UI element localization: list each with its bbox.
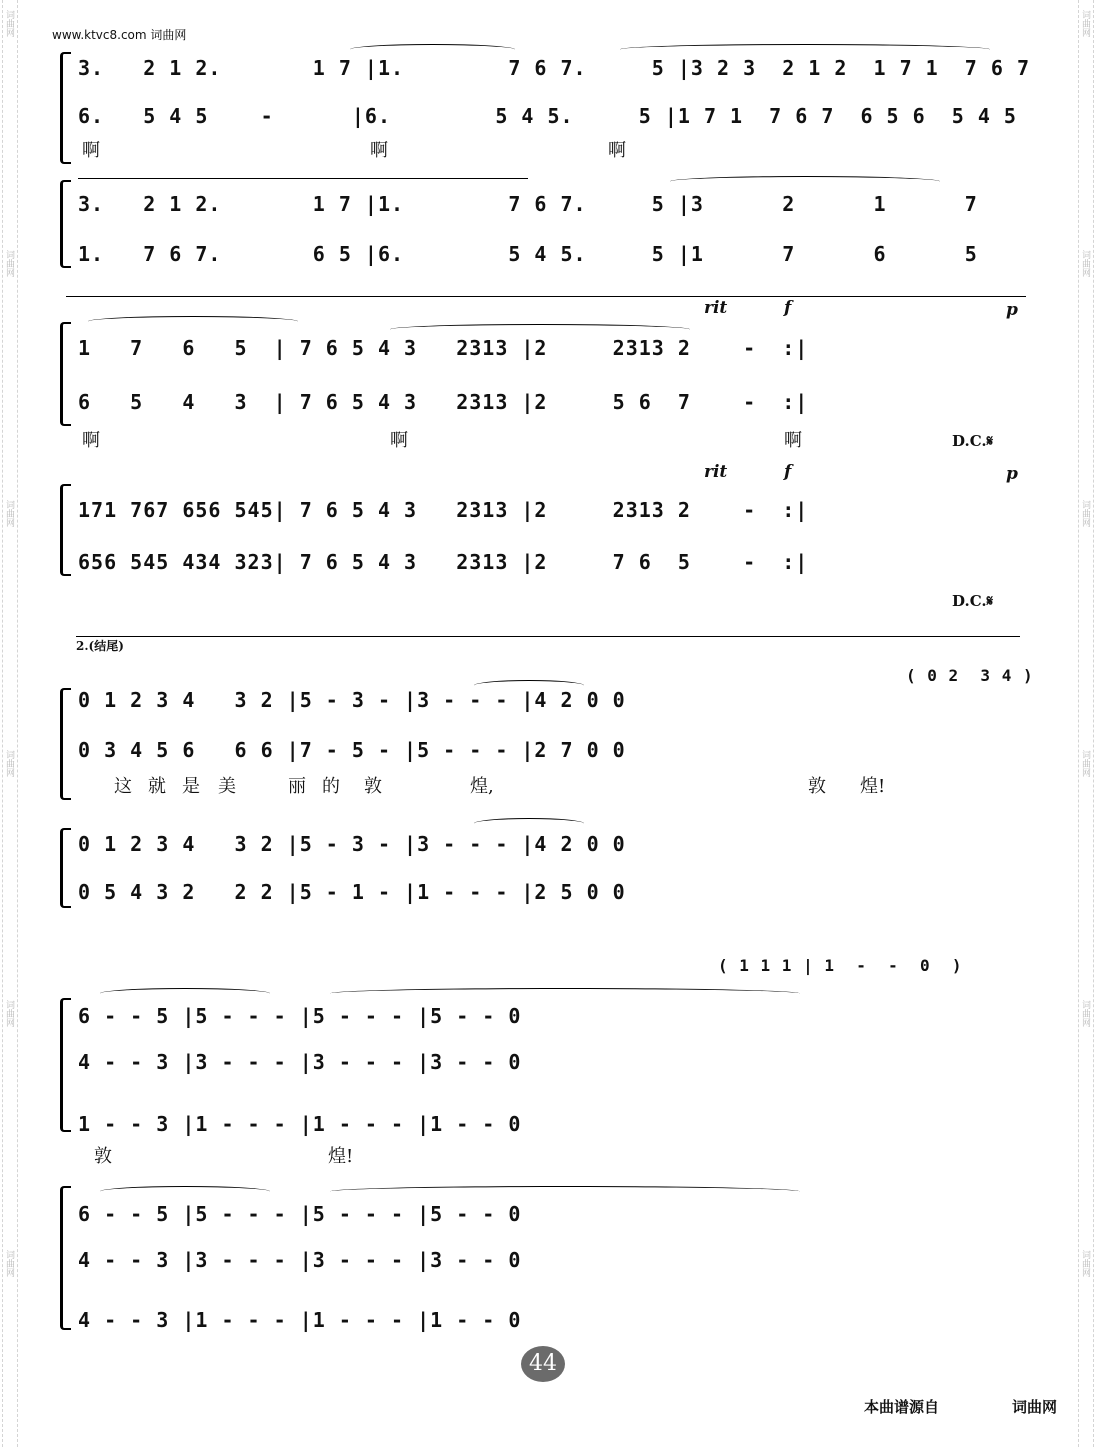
lyric: 是 (182, 776, 200, 797)
score-system-3 (60, 636, 1034, 916)
staff-bracket (60, 322, 71, 426)
alto-line: 1 - - 3 |1 - - - |1 - - - |1 - - 0 (78, 1112, 522, 1136)
source-brand[interactable]: 词曲网 (1012, 1398, 1058, 1416)
watermark: 词曲网 (4, 250, 14, 277)
staff-bracket (60, 998, 71, 1132)
lyric: 丽 (288, 776, 306, 797)
page-number: 44 (521, 1346, 565, 1382)
site-url[interactable]: www.ktvc8.com (52, 28, 147, 42)
slur (330, 988, 800, 999)
soprano-line: 1 7 6 5 | 7 6 5 4 3 2313 |2 2313 2 - :| (78, 336, 809, 360)
ending-label: 2.(结尾) (76, 639, 124, 653)
lyric: 啊 (82, 430, 100, 451)
watermark: 词曲网 (1080, 1000, 1090, 1027)
tenor-line: 3. 2 1 2. 1 7 |1. 7 6 7. 5 |3 2 1 7 (78, 192, 978, 216)
watermark: 词曲网 (4, 500, 14, 527)
site-name: 词曲网 (150, 28, 187, 42)
bass-line: 1. 7 6 7. 6 5 |6. 5 4 5. 5 |1 7 6 5 (78, 242, 978, 266)
tenor-1-line: 6 - - 5 |5 - - - |5 - - - |5 - - 0 (78, 1202, 522, 1226)
slur (88, 316, 298, 327)
lyric: 敦 (808, 776, 826, 797)
bass-line: 656 545 434 323| 7 6 5 4 3 2313 |2 7 6 5 - :| (78, 550, 809, 574)
staff-bracket (60, 52, 71, 164)
forte-mark: f (784, 462, 792, 482)
lyric: 敦 (94, 1146, 112, 1167)
slur (100, 1186, 270, 1197)
staff-bracket (60, 688, 71, 800)
da-capo-mark: D.C.𝄋 (952, 432, 994, 450)
ritardando-mark: rit (704, 298, 728, 318)
tenor-line: 0 1 2 3 4 3 2 |5 - 3 - |3 - - - |4 2 0 0 (78, 832, 626, 856)
ritardando-mark: rit (704, 462, 728, 482)
staff-bracket (60, 180, 71, 268)
bass-line: 4 - - 3 |1 - - - |1 - - - |1 - - 0 (78, 1308, 522, 1332)
lyric: 啊 (390, 430, 408, 451)
alto-line: 6 5 4 3 | 7 6 5 4 3 2313 |2 5 6 7 - :| (78, 390, 809, 414)
watermark: 词曲网 (4, 1250, 14, 1277)
lyric: 的 (322, 776, 340, 797)
lyric: 这 (114, 776, 132, 797)
staff-bracket (60, 484, 71, 576)
bracketed-triplet: ( 1 1 1 | 1 - - 0 ) (718, 956, 963, 975)
lyric: 啊 (82, 140, 100, 161)
slur (330, 1186, 800, 1197)
watermark: 词曲网 (1080, 250, 1090, 277)
lyric: 美 (218, 776, 236, 797)
slur-line (78, 178, 528, 179)
slur (474, 818, 584, 829)
lyric: 煌! (860, 776, 886, 797)
alto-line: 0 3 4 5 6 6 6 |7 - 5 - |5 - - - |2 7 0 0 (78, 738, 626, 762)
right-margin-strip (1078, 0, 1094, 1447)
source-note: 本曲谱源自 (864, 1398, 940, 1416)
lyric: 啊 (608, 140, 626, 161)
piano-mark: p (1006, 464, 1018, 484)
left-margin-strip (2, 0, 18, 1447)
watermark: 词曲网 (1080, 1250, 1090, 1277)
watermark: 词曲网 (1080, 10, 1090, 37)
forte-mark: f (784, 298, 792, 318)
staff-bracket (60, 1186, 71, 1330)
watermark: 词曲网 (1080, 750, 1090, 777)
soprano-line: 0 1 2 3 4 3 2 |5 - 3 - |3 - - - |4 2 0 0 (78, 688, 626, 712)
lyric: 煌, (470, 776, 494, 797)
lyric: 煌! (328, 1146, 354, 1167)
soprano-1-line: 6 - - 5 |5 - - - |5 - - - |5 - - 0 (78, 1004, 522, 1028)
score-system-1 (60, 40, 1030, 270)
staff-bracket (60, 828, 71, 908)
slur (100, 988, 270, 999)
alto-line: 6. 5 4 5 - |6. 5 4 5. 5 |1 7 1 7 6 7 6 5 6 5 4 5 (78, 104, 1017, 128)
da-capo-mark: D.C.𝄋 (952, 592, 994, 610)
watermark: 词曲网 (4, 10, 14, 37)
watermark: 词曲网 (1080, 500, 1090, 527)
tenor-2-line: 4 - - 3 |3 - - - |3 - - - |3 - - 0 (78, 1248, 522, 1272)
lyric: 啊 (370, 140, 388, 161)
soprano-line: 3. 2 1 2. 1 7 |1. 7 6 7. 5 |3 2 3 2 1 2 1 7 1 7 6 7 (78, 56, 1030, 80)
lyric: 就 (148, 776, 166, 797)
watermark: 词曲网 (4, 1000, 14, 1027)
score-system-2 (60, 296, 1026, 616)
soprano-2-line: 4 - - 3 |3 - - - |3 - - - |3 - - 0 (78, 1050, 522, 1074)
system-rule (66, 296, 1026, 297)
slur (670, 176, 940, 187)
ending-rule (76, 636, 1020, 637)
lyric: 啊 (784, 430, 802, 451)
score-system-4 (60, 940, 1026, 1340)
bracketed-notes: ( 0 2 3 4 ) (906, 666, 1034, 685)
lyric: 敦 (364, 776, 382, 797)
tenor-line: 171 767 656 545| 7 6 5 4 3 2313 |2 2313 2 - :| (78, 498, 809, 522)
piano-mark: p (1006, 300, 1018, 320)
bass-line: 0 5 4 3 2 2 2 |5 - 1 - |1 - - - |2 5 0 0 (78, 880, 626, 904)
watermark: 词曲网 (4, 750, 14, 777)
